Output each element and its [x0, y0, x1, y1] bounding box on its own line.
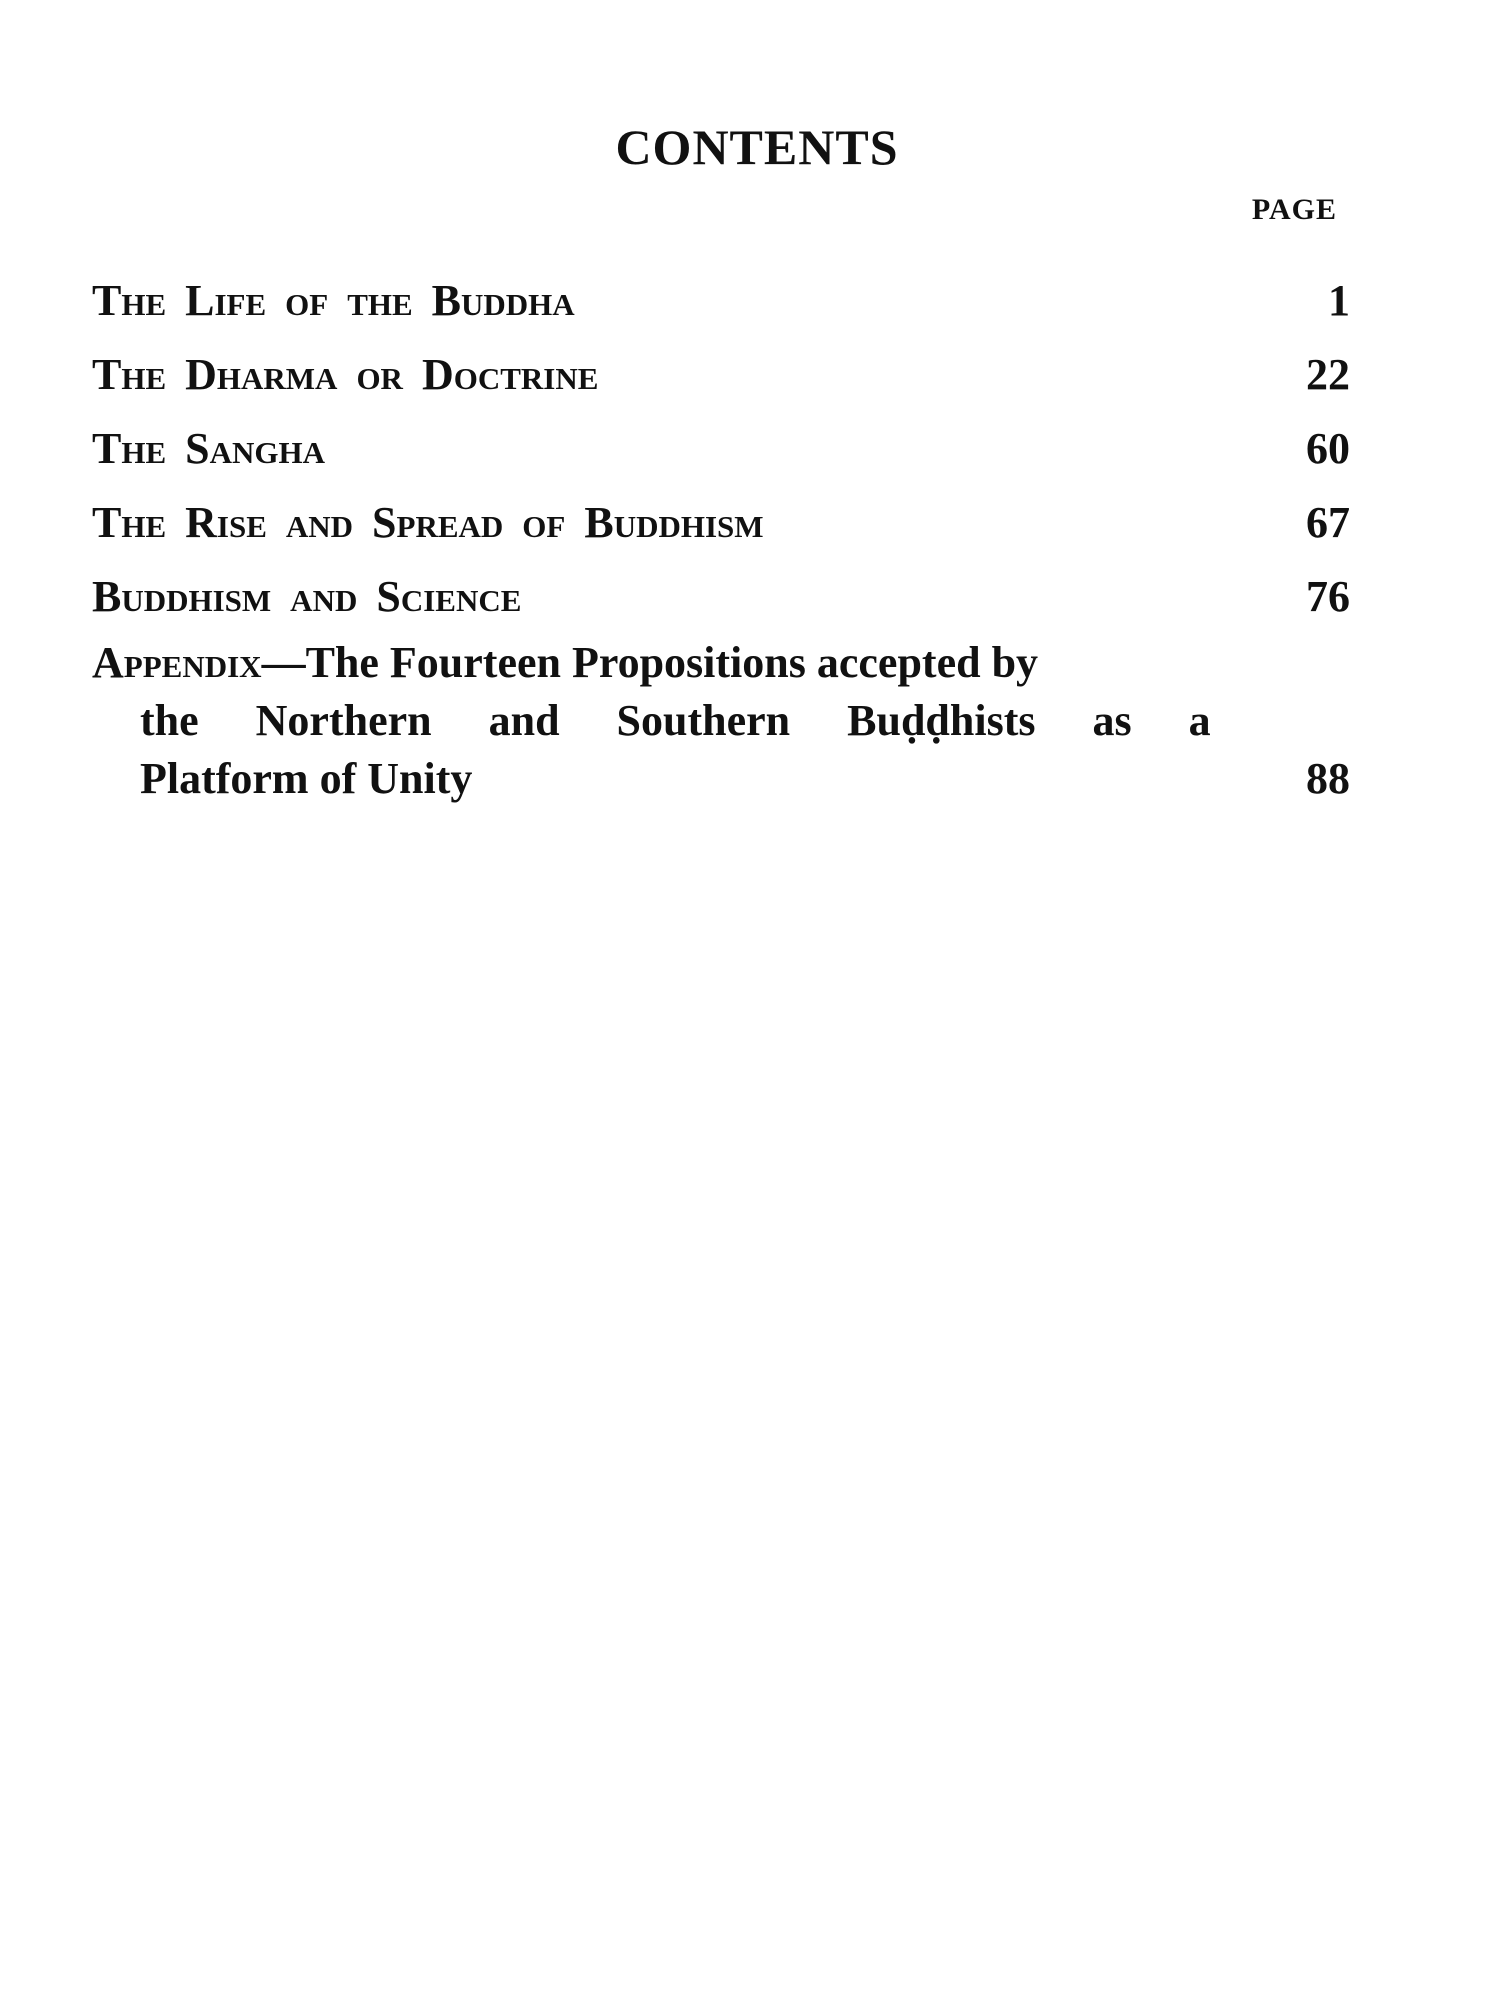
appendix-line-1 [92, 634, 1350, 692]
toc-entry [92, 338, 1350, 412]
appendix-line-3: Platform of Unity [140, 754, 473, 803]
toc-entry [92, 560, 1350, 634]
toc-appendix-entry [92, 634, 1350, 808]
toc-entry-title: The Rise and Spread of Buddhism [92, 498, 764, 547]
toc-entry [92, 412, 1350, 486]
appendix-title-start: —The Fourteen Propositions accepted by [261, 638, 1039, 687]
toc-entry-page: 22 [1306, 350, 1350, 399]
contents-title: CONTENTS [615, 119, 899, 175]
toc-entry-title: The Dharma or Doctrine [92, 350, 599, 399]
toc-entry-title: The Life of the Buddha [92, 276, 575, 325]
toc-entry-page: 1 [1328, 276, 1350, 325]
toc-entry-page: 60 [1306, 424, 1350, 473]
table-of-contents [92, 264, 1350, 808]
toc-entry-page: 76 [1306, 572, 1350, 621]
toc-entry [92, 486, 1350, 560]
toc-entry-page: 88 [1306, 754, 1350, 803]
toc-entry [92, 264, 1350, 338]
toc-entry-page: 67 [1306, 498, 1350, 547]
toc-entry-title: The Sangha [92, 424, 325, 473]
toc-entry-title: Buddhism and Science [92, 572, 522, 621]
appendix-head: Appendix [92, 638, 262, 687]
page-column-label: PAGE [1251, 193, 1337, 226]
appendix-line-2: the Northern and Southern Buḍḍhists as a [140, 696, 1211, 745]
